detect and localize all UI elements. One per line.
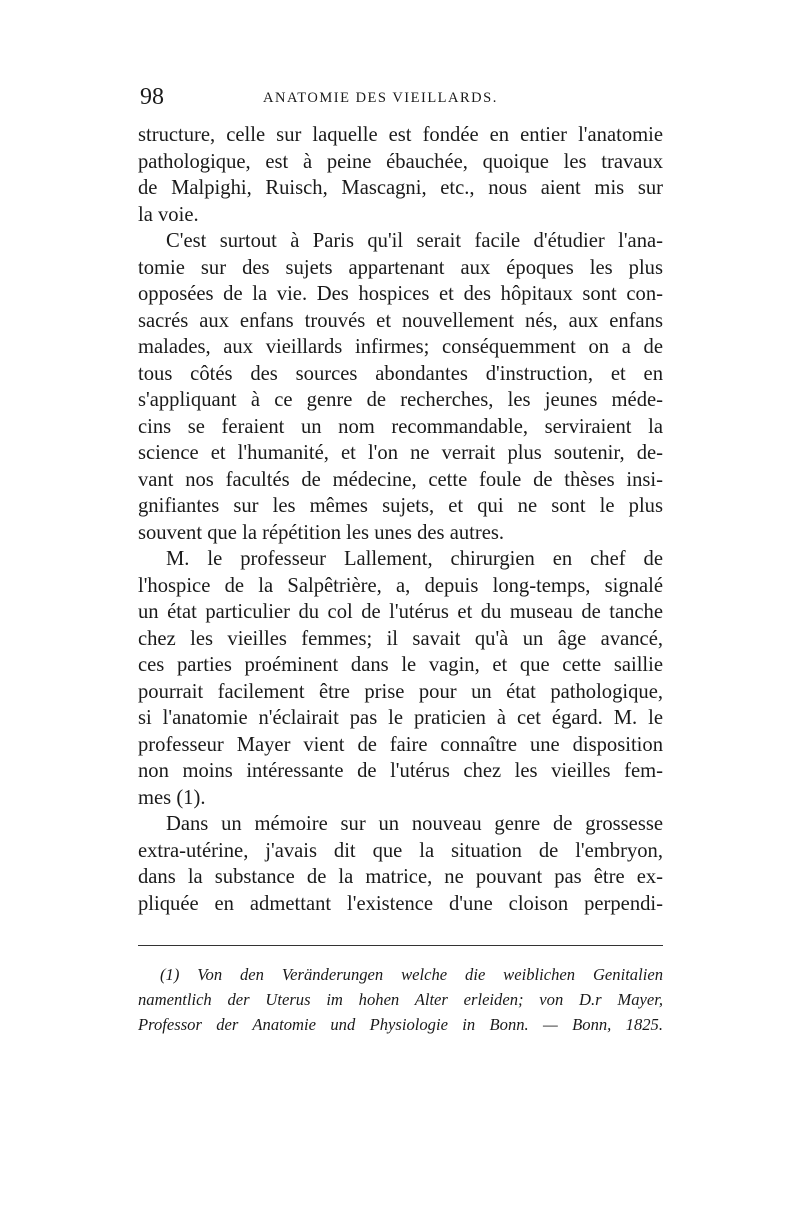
body-line: ces parties proéminent dans le vagin, et que cette saillie xyxy=(138,654,663,676)
body-line: Dans un mémoire sur un nouveau genre de grossesse xyxy=(166,813,663,835)
body-line: souvent que la répétition les unes des autres. xyxy=(138,521,505,544)
body-line: pathologique, est à peine ébauchée, quoique les travaux xyxy=(138,150,663,173)
footnotes xyxy=(138,962,663,1037)
body-line: mes (1). xyxy=(138,786,206,809)
body-line: pourrait facilement être prise pour un état pathologique, xyxy=(138,680,663,703)
footnote-line: (1) Von den Veränderungen welche die weiblichen Genitalien xyxy=(160,965,663,984)
body-line: non moins intéressante de l'utérus chez les vieilles fem- xyxy=(138,760,663,782)
body-line: sacrés aux enfans trouvés et nouvellement nés, aux enfans xyxy=(138,309,663,332)
body-line: tomie sur des sujets appartenant aux époques les plus xyxy=(138,256,663,279)
page-header xyxy=(138,82,663,112)
body-line: de Malpighi, Ruisch, Mascagni, etc., nous aient mis sur xyxy=(138,177,663,199)
body-line: tous côtés des sources abondantes d'instruction, et en xyxy=(138,362,663,385)
body-line: si l'anatomie n'éclairait pas le praticien à cet égard. M. le xyxy=(138,707,663,729)
body-line: M. le professeur Lallement, chirurgien en chef de xyxy=(166,548,663,570)
body-line: cins se feraient un nom recommandable, serviraient la xyxy=(138,415,663,438)
body-line: pliquée en admettant l'existence d'une cloison perpendi- xyxy=(138,892,663,915)
footnote-line: Professor der Anatomie und Physiologie in Bonn. — Bonn, 1825. xyxy=(138,1015,663,1034)
body-line: l'hospice de la Salpêtrière, a, depuis long-temps, signalé xyxy=(138,574,663,597)
running-head: ANATOMIE DES VIEILLARDS. xyxy=(263,90,498,106)
footnote-rule xyxy=(138,945,663,946)
body-line: extra-utérine, j'avais dit que la situation de l'embryon, xyxy=(138,839,663,862)
body-text xyxy=(138,122,663,917)
body-line: professeur Mayer vient de faire connaître une disposition xyxy=(138,733,663,756)
body-line: structure, celle sur laquelle est fondée en entier l'anatomie xyxy=(138,124,663,146)
body-line: science et l'humanité, et l'on ne verrait plus soutenir, de- xyxy=(138,442,663,464)
body-line: dans la substance de la matrice, ne pouvant pas être ex- xyxy=(138,866,663,888)
body-line: la voie. xyxy=(138,203,199,226)
body-line: opposées de la vie. Des hospices et des hôpitaux sont con- xyxy=(138,283,663,305)
body-line: C'est surtout à Paris qu'il serait facile d'étudier l'ana- xyxy=(166,230,663,252)
body-line: un état particulier du col de l'utérus et du museau de tanche xyxy=(138,601,663,623)
body-line: s'appliquant à ce genre de recherches, les jeunes méde- xyxy=(138,389,663,411)
body-line: malades, aux vieillards infirmes; conséquemment on a de xyxy=(138,336,663,358)
page-number: 98 xyxy=(140,84,164,110)
body-line: chez les vieilles femmes; il savait qu'à un âge avancé, xyxy=(138,627,663,650)
body-line: vant nos facultés de médecine, cette foule de thèses insi- xyxy=(138,468,663,491)
footnote-line: namentlich der Uterus im hohen Alter erleiden; von D.r Mayer, xyxy=(138,990,663,1009)
body-line: gnifiantes sur les mêmes sujets, et qui ne sont le plus xyxy=(138,495,663,517)
